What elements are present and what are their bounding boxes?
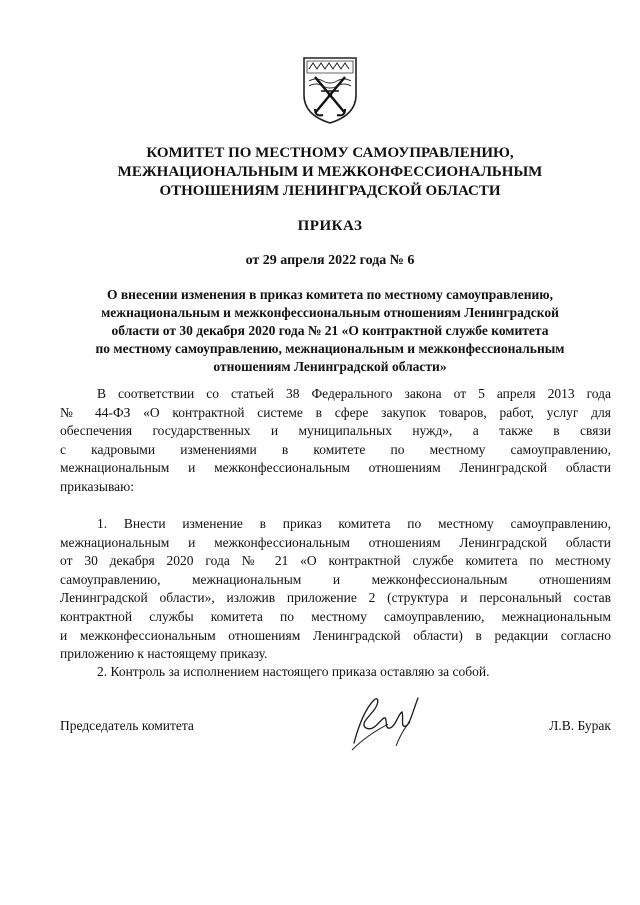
paragraph-line: обеспечения государственных и муниципальных нужд», а также в связи <box>60 423 611 439</box>
paragraph-line: приказываю: <box>60 478 134 494</box>
document-type: ПРИКАЗ <box>297 218 363 234</box>
org-line: МЕЖНАЦИОНАЛЬНЫМ И МЕЖКОНФЕССИОНАЛЬНЫМ <box>117 164 543 180</box>
handwritten-signature <box>344 688 424 758</box>
paragraph-line: самоуправлению, межнациональным и межконфессиональным отношениям <box>60 571 611 587</box>
paragraph-line: межнациональным и межконфессиональным отношениям Ленинградской области <box>60 534 611 550</box>
paragraph-line: контрактной службы комитета по местному самоуправлению, межнациональным <box>60 608 611 624</box>
document-date-number: от 29 апреля 2022 года № 6 <box>245 253 415 268</box>
document-subject <box>60 286 600 376</box>
item-1-paragraph <box>60 515 611 664</box>
subject-line: О внесении изменения в приказ комитета по местному самоуправлению, <box>107 287 553 302</box>
paragraph-line: межнациональным и межконфессиональным отношениям Ленинградской области <box>60 460 611 476</box>
preamble-paragraph <box>60 385 611 497</box>
paragraph-line: и межконфессиональным отношениям Ленинградской области) в редакции согласно <box>60 627 611 643</box>
coat-of-arms-icon <box>301 55 359 125</box>
organization-name <box>60 144 600 201</box>
paragraph-line: № 44-ФЗ «О контрактной системе в сфере закупок товаров, работ, услуг для <box>60 404 611 420</box>
subject-line: области от 30 декабря 2020 года № 21 «О контрактной службе комитета <box>111 323 549 338</box>
subject-line: по местному самоуправлению, межнациональным и межконфессиональным <box>95 341 565 356</box>
paragraph-line: 2. Контроль за исполнением настоящего приказа оставляю за собой. <box>97 664 490 679</box>
subject-line: отношениям Ленинградской области» <box>213 359 447 374</box>
subject-line: межнациональным и межконфессиональным отношениям Ленинградской <box>101 305 559 320</box>
paragraph-line: 1. Внести изменение в приказ комитета по местному самоуправлению, <box>97 516 611 531</box>
paragraph-line: с кадровыми изменениями в комитете по местному самоуправлению, <box>60 441 611 457</box>
signatory-name: Л.В. Бурак <box>549 718 611 733</box>
paragraph-line: Ленинградской области», изложив приложение 2 (структура и персональный состав <box>60 590 611 606</box>
org-line: КОМИТЕТ ПО МЕСТНОМУ САМОУПРАВЛЕНИЮ, <box>146 145 514 161</box>
paragraph-line: В соответствии со статьей 38 Федерального закона от 5 апреля 2013 года <box>97 386 611 401</box>
paragraph-line: приложению к настоящему приказу. <box>60 646 268 662</box>
org-line: ОТНОШЕНИЯМ ЛЕНИНГРАДСКОЙ ОБЛАСТИ <box>159 183 501 199</box>
signatory-title: Председатель комитета <box>60 718 194 733</box>
item-2-paragraph <box>60 663 611 682</box>
paragraph-line: от 30 декабря 2020 года № 21 «О контрактной службе комитета по местному <box>60 553 611 569</box>
